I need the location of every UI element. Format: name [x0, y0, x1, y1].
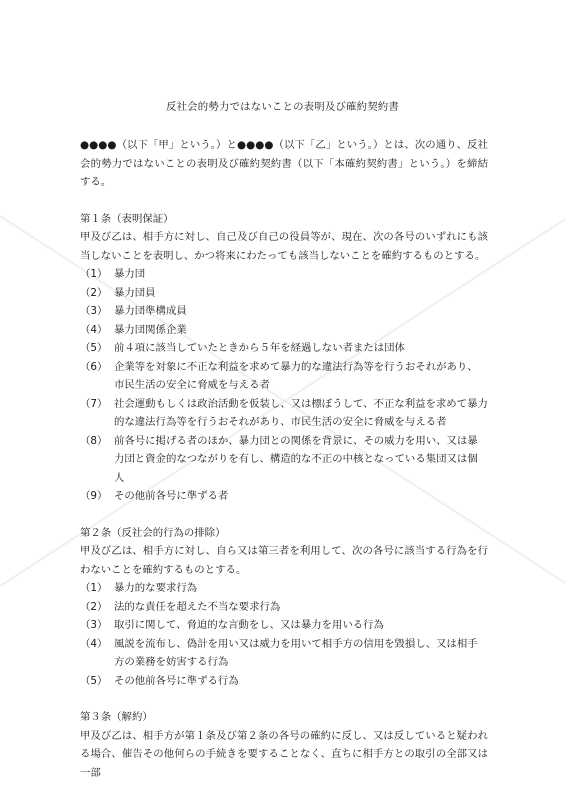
item-number: （8）: [80, 434, 108, 447]
item-number: （1）: [80, 268, 108, 280]
item-text: その他前各号に準ずる者: [114, 490, 229, 502]
item-text: 取引に関して、脅迫的な言動をし、又は暴力を用いる行為: [114, 619, 384, 631]
article-text: 甲及び乙は、相手方が第１条及び第２条の各号の確約に反し、又は反していると疑われる場合、催告その他何らの手続きを要することなく、直ちに相手方との取引の全部又は一部: [80, 729, 488, 779]
item-number: （2）: [80, 286, 108, 299]
item-number: （5）: [80, 674, 108, 687]
list-item: [80, 616, 488, 635]
list-item: [80, 358, 488, 395]
list-item: [80, 672, 488, 691]
article-text: 甲及び乙は、相手方に対し、自己及び自己の役員等が、現在、次の各号のいずれにも該当しないことを表明し、かつ将来にわたっても該当しないことを確約するものとする。: [80, 231, 488, 262]
item-text: 前各号に掲げる者のほか、暴力団との関係を背景に、その威力を用い、又は暴力団と資金的なつながりを有し、構造的な不正の中核となっている集団又は個人: [114, 434, 478, 484]
item-text: 風説を流布し、偽計を用い又は威力を用いて相手方の信用を毀損し、又は相手方の業務を妨害する行為: [114, 637, 478, 668]
article-heading: 第２条（反社会的行為の排除）: [80, 526, 226, 539]
item-number: （7）: [80, 397, 108, 410]
item-number: （1）: [80, 582, 108, 594]
list-item: [80, 579, 488, 598]
item-number: （4）: [80, 637, 108, 650]
item-text: 暴力団: [114, 268, 146, 280]
item-text: 暴力団関係企業: [114, 323, 187, 336]
item-number: （4）: [80, 323, 108, 336]
item-text: 暴力的な要求行為: [114, 582, 198, 594]
article-1: [80, 210, 488, 506]
article-2: [80, 524, 488, 691]
item-text: その他前各号に準ずる行為: [114, 674, 239, 687]
item-number: （3）: [80, 305, 108, 317]
article-heading: 第１条（表明保証）: [80, 212, 174, 225]
list-item: [80, 635, 488, 672]
document-body: [80, 136, 488, 782]
list-item: [80, 302, 488, 321]
item-text: 社会運動もしくは政治活動を仮装し、又は標ぼうして、不正な利益を求めて暴力的な違法行為等を行うおそれがあり、市民生活の安全に脅威を与える者: [114, 397, 488, 428]
list-item: [80, 321, 488, 340]
article-3: [80, 708, 488, 782]
list-item: [80, 598, 488, 617]
item-number: （5）: [80, 342, 108, 354]
item-text: 法的な責任を超えた不当な要求行為: [114, 600, 281, 613]
item-number: （2）: [80, 600, 108, 613]
item-number: （3）: [80, 619, 108, 631]
article-text: 甲及び乙は、相手方に対し、自ら又は第三者を利用して、次の各号に該当する行為を行わないことを確約するものとする。: [80, 545, 488, 576]
list-item: [80, 339, 488, 358]
intro-paragraph: ●●●●（以下「甲」という。）と●●●●（以下「乙」という。）とは、次の通り、反社会的勢力ではないことの表明及び確約契約書（以下「本確約契約書」という。）を締結する。: [80, 139, 488, 188]
item-text: 暴力団準構成員: [114, 305, 187, 317]
list-item: [80, 284, 488, 303]
document-title: 反社会的勢力ではないことの表明及び確約契約書: [166, 101, 399, 113]
list-item: [80, 265, 488, 284]
list-item: [80, 487, 488, 506]
item-text: 前４項に該当していたときから５年を経過しない者または団体: [114, 342, 405, 354]
article-heading: 第３条（解約）: [80, 711, 153, 723]
list-item: [80, 432, 488, 488]
item-number: （6）: [80, 360, 108, 373]
item-text: 暴力団員: [114, 286, 156, 299]
item-number: （9）: [80, 490, 108, 502]
list-item: [80, 395, 488, 432]
item-text: 企業等を対象に不正な利益を求めて暴力的な違法行為等を行うおそれがあり、市民生活の安全に脅威を与える者: [114, 360, 478, 391]
